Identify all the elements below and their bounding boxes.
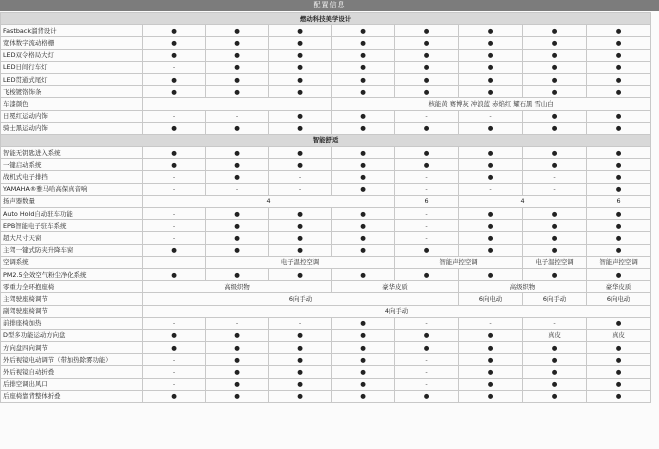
spec-cell-span: 4向手动 [143, 305, 651, 317]
spec-cell: ● [206, 49, 269, 61]
spec-cell: ● [143, 159, 206, 171]
spec-cell: ● [269, 159, 332, 171]
spec-cell: - [459, 110, 523, 122]
feature-label: 宽体数字流动格栅 [1, 37, 143, 49]
spec-cell-span: 电子温控空调 [206, 256, 395, 268]
feature-label: 外后视镜自动折叠 [1, 366, 143, 378]
spec-cell: ● [206, 208, 269, 220]
spec-cell: ● [332, 37, 395, 49]
spec-table [0, 12, 651, 403]
spec-cell: - [395, 171, 459, 183]
spec-cell: - [143, 366, 206, 378]
spec-cell: - [143, 110, 206, 122]
spec-cell: ● [269, 147, 332, 159]
spec-cell: ● [587, 159, 651, 171]
spec-cell: ● [395, 122, 459, 134]
spec-cell: ● [206, 329, 269, 341]
feature-label: 战机式电子排挡 [1, 171, 143, 183]
spec-cell: ● [395, 147, 459, 159]
spec-cell: 真皮 [523, 329, 587, 341]
feature-label: Auto Hold自动驻车功能 [1, 208, 143, 220]
spec-row [1, 37, 651, 49]
feature-label: 空调系统 [1, 256, 143, 268]
spec-cell: ● [395, 342, 459, 354]
spec-cell: ● [459, 378, 523, 390]
spec-cell: ● [269, 122, 332, 134]
spec-cell: ● [523, 378, 587, 390]
spec-cell-span: 4 [459, 195, 587, 207]
spec-cell: ● [459, 220, 523, 232]
spec-cell: ● [395, 86, 459, 98]
spec-cell-span: 智能声控空调 [395, 256, 523, 268]
spec-row [1, 183, 651, 195]
spec-cell: - [143, 232, 206, 244]
spec-cell: ● [459, 49, 523, 61]
spec-cell: ● [459, 171, 523, 183]
section-title: 燃动科技美学设计 [1, 13, 651, 25]
feature-label: 超大尺寸天窗 [1, 232, 143, 244]
spec-cell-span: 高级织物 [143, 281, 332, 293]
feature-label: Fastback溜背设计 [1, 25, 143, 37]
spec-cell: ● [587, 86, 651, 98]
spec-row [1, 281, 651, 293]
spec-cell: ● [206, 73, 269, 85]
spec-cell: ● [523, 159, 587, 171]
spec-cell: - [395, 110, 459, 122]
feature-label: 后座椅靠背整体折叠 [1, 390, 143, 402]
spec-cell: - [395, 378, 459, 390]
spec-cell-span: 6向手动 [523, 293, 587, 305]
spec-cell: ● [459, 329, 523, 341]
spec-cell: ● [269, 354, 332, 366]
spec-cell: - [143, 317, 206, 329]
spec-cell: ● [332, 329, 395, 341]
spec-cell: ● [332, 268, 395, 280]
spec-cell: ● [459, 73, 523, 85]
spec-cell-span: 高级织物 [459, 281, 587, 293]
spec-cell: ● [269, 232, 332, 244]
spec-cell: ● [587, 122, 651, 134]
spec-cell: ● [459, 159, 523, 171]
spec-cell-span: 6向电动 [587, 293, 651, 305]
spec-cell: ● [206, 122, 269, 134]
spec-cell: ● [332, 220, 395, 232]
spec-row [1, 73, 651, 85]
spec-cell: ● [459, 86, 523, 98]
page-title: 配置信息 [0, 0, 659, 11]
spec-cell-span: 豪华皮质 [332, 281, 459, 293]
spec-cell: ● [395, 61, 459, 73]
spec-cell: ● [395, 244, 459, 256]
spec-row [1, 86, 651, 98]
spec-cell: ● [206, 354, 269, 366]
spec-cell: ● [332, 86, 395, 98]
feature-label: 零重力全环抱座椅 [1, 281, 143, 293]
spec-row [1, 61, 651, 73]
spec-cell: ● [459, 366, 523, 378]
spec-cell: ● [143, 329, 206, 341]
spec-cell: ● [459, 37, 523, 49]
spec-row [1, 208, 651, 220]
spec-row [1, 159, 651, 171]
spec-cell: ● [587, 183, 651, 195]
spec-cell: ● [143, 147, 206, 159]
spec-row [1, 147, 651, 159]
spec-cell: ● [332, 342, 395, 354]
feature-label: 日冕红运动内饰 [1, 110, 143, 122]
spec-cell: ● [269, 61, 332, 73]
feature-label: LED贯通式尾灯 [1, 73, 143, 85]
spec-row [1, 390, 651, 402]
spec-cell: ● [587, 342, 651, 354]
spec-cell-span: 6 [587, 195, 651, 207]
feature-label: 骑士黑运动内饰 [1, 122, 143, 134]
spec-row [1, 49, 651, 61]
spec-cell: ● [206, 342, 269, 354]
section-header-row [1, 134, 651, 146]
spec-cell [143, 98, 332, 110]
spec-cell: - [395, 220, 459, 232]
feature-label: 车漆颜色 [1, 98, 143, 110]
feature-label: 主驾一键式防夹升降车窗 [1, 244, 143, 256]
spec-row [1, 342, 651, 354]
spec-row [1, 293, 651, 305]
spec-cell: ● [395, 390, 459, 402]
spec-cell: ● [332, 171, 395, 183]
spec-cell: ● [587, 25, 651, 37]
spec-cell: ● [206, 220, 269, 232]
spec-cell: ● [332, 366, 395, 378]
spec-cell: ● [523, 110, 587, 122]
spec-cell: ● [332, 317, 395, 329]
spec-cell: - [459, 183, 523, 195]
spec-cell: ● [395, 25, 459, 37]
spec-cell: - [395, 208, 459, 220]
feature-label: EPB智能电子驻车系统 [1, 220, 143, 232]
spec-row [1, 220, 651, 232]
spec-cell: ● [523, 25, 587, 37]
spec-row [1, 122, 651, 134]
spec-cell: - [395, 354, 459, 366]
spec-cell: ● [587, 61, 651, 73]
spec-cell: ● [523, 86, 587, 98]
spec-cell: ● [269, 220, 332, 232]
spec-cell: ● [206, 390, 269, 402]
spec-cell: ● [269, 378, 332, 390]
spec-cell: ● [332, 159, 395, 171]
spec-row [1, 378, 651, 390]
spec-cell: - [143, 208, 206, 220]
spec-cell: ● [459, 147, 523, 159]
spec-cell: ● [269, 366, 332, 378]
spec-cell: ● [459, 390, 523, 402]
spec-cell: ● [206, 159, 269, 171]
spec-cell: ● [587, 378, 651, 390]
spec-row [1, 305, 651, 317]
spec-cell: ● [206, 25, 269, 37]
spec-cell: - [523, 171, 587, 183]
spec-row [1, 256, 651, 268]
spec-cell: ● [332, 390, 395, 402]
spec-cell: ● [587, 390, 651, 402]
spec-cell: ● [269, 49, 332, 61]
spec-cell-span: 6 [395, 195, 459, 207]
spec-cell: ● [332, 147, 395, 159]
spec-cell: 真皮 [587, 329, 651, 341]
spec-cell: ● [395, 37, 459, 49]
spec-cell: - [523, 317, 587, 329]
spec-cell-span: 6向手动 [143, 293, 459, 305]
spec-cell: ● [332, 378, 395, 390]
spec-cell: ● [459, 208, 523, 220]
spec-cell: - [395, 317, 459, 329]
spec-cell: ● [587, 232, 651, 244]
spec-row [1, 268, 651, 280]
feature-label: 主驾驶座椅调节 [1, 293, 143, 305]
spec-cell: ● [459, 268, 523, 280]
spec-row [1, 98, 651, 110]
feature-label: 外后视镜电动调节（带加热除雾功能） [1, 354, 143, 366]
spec-row [1, 317, 651, 329]
spec-cell: - [143, 378, 206, 390]
spec-cell: - [143, 354, 206, 366]
spec-cell: ● [523, 37, 587, 49]
spec-cell: ● [587, 110, 651, 122]
spec-cell: ● [269, 342, 332, 354]
feature-label: 智能无钥匙进入系统 [1, 147, 143, 159]
feature-label: PM2.5全效空气粉尘净化系统 [1, 268, 143, 280]
spec-cell: ● [206, 378, 269, 390]
spec-cell: ● [459, 342, 523, 354]
spec-cell: ● [332, 232, 395, 244]
spec-cell: ● [459, 244, 523, 256]
spec-cell: - [143, 171, 206, 183]
spec-cell: ● [395, 49, 459, 61]
spec-cell: ● [587, 208, 651, 220]
spec-cell: ● [523, 122, 587, 134]
spec-cell: ● [459, 61, 523, 73]
spec-cell: ● [269, 37, 332, 49]
spec-cell: ● [523, 49, 587, 61]
spec-cell: ● [332, 49, 395, 61]
feature-label: 一键启动系统 [1, 159, 143, 171]
spec-cell: ● [269, 73, 332, 85]
spec-cell: ● [206, 147, 269, 159]
spec-cell: ● [269, 244, 332, 256]
spec-cell: ● [587, 354, 651, 366]
spec-row [1, 232, 651, 244]
spec-cell: ● [523, 61, 587, 73]
spec-cell-span: 6向电动 [459, 293, 523, 305]
spec-cell: - [206, 317, 269, 329]
spec-cell: ● [523, 73, 587, 85]
spec-cell: ● [587, 37, 651, 49]
spec-cell: ● [143, 49, 206, 61]
spec-cell: ● [523, 342, 587, 354]
spec-cell: ● [332, 73, 395, 85]
spec-cell: - [459, 317, 523, 329]
feature-label: YAMAHA®雅马哈高保真音响 [1, 183, 143, 195]
spec-cell: ● [587, 171, 651, 183]
spec-cell: - [523, 183, 587, 195]
feature-label: 副驾驶座椅调节 [1, 305, 143, 317]
spec-cell: ● [206, 244, 269, 256]
spec-cell: ● [143, 73, 206, 85]
spec-cell: - [395, 183, 459, 195]
spec-cell-span [143, 256, 206, 268]
section-header-row [1, 13, 651, 25]
feature-label: 扬声器数量 [1, 195, 143, 207]
spec-cell: - [395, 366, 459, 378]
spec-cell: ● [269, 208, 332, 220]
spec-row [1, 366, 651, 378]
feature-label: LED日间行车灯 [1, 61, 143, 73]
spec-cell: ● [206, 61, 269, 73]
spec-cell: ● [523, 268, 587, 280]
spec-row [1, 25, 651, 37]
spec-cell: ● [587, 366, 651, 378]
spec-cell: ● [395, 73, 459, 85]
spec-cell-span: 豪华皮质 [587, 281, 651, 293]
spec-cell: ● [459, 122, 523, 134]
spec-row [1, 171, 651, 183]
spec-cell: ● [332, 244, 395, 256]
spec-cell: ● [269, 390, 332, 402]
spec-cell: ● [269, 329, 332, 341]
spec-row [1, 244, 651, 256]
spec-cell: - [206, 183, 269, 195]
spec-cell: - [395, 232, 459, 244]
spec-cell: ● [143, 25, 206, 37]
spec-cell: - [143, 183, 206, 195]
spec-cell: ● [523, 220, 587, 232]
feature-label: 前排座椅加热 [1, 317, 143, 329]
spec-cell: ● [523, 366, 587, 378]
spec-cell: ● [206, 86, 269, 98]
spec-cell: ● [206, 268, 269, 280]
spec-row [1, 110, 651, 122]
spec-cell: ● [269, 86, 332, 98]
spec-cell: - [269, 183, 332, 195]
spec-cell: ● [143, 244, 206, 256]
spec-cell: ● [332, 354, 395, 366]
spec-cell: ● [523, 147, 587, 159]
spec-cell: ● [206, 232, 269, 244]
spec-cell-span: 4 [143, 195, 395, 207]
spec-cell: ● [332, 25, 395, 37]
spec-cell: ● [206, 171, 269, 183]
spec-cell: ● [332, 110, 395, 122]
spec-cell: ● [587, 73, 651, 85]
spec-cell: ● [459, 354, 523, 366]
spec-cell: ● [459, 25, 523, 37]
spec-cell: ● [332, 183, 395, 195]
spec-cell: ● [523, 390, 587, 402]
spec-cell: ● [143, 268, 206, 280]
spec-row [1, 329, 651, 341]
spec-cell: ● [332, 61, 395, 73]
spec-cell: ● [143, 37, 206, 49]
spec-cell: ● [332, 208, 395, 220]
spec-row [1, 354, 651, 366]
spec-cell: ● [523, 244, 587, 256]
spec-row [1, 195, 651, 207]
spec-cell: ● [587, 220, 651, 232]
spec-cell: ● [143, 122, 206, 134]
spec-cell: - [143, 61, 206, 73]
spec-cell: - [143, 220, 206, 232]
feature-label: 飞梭镀铬饰条 [1, 86, 143, 98]
spec-cell: ● [523, 354, 587, 366]
spec-cell-text: 核能黄 赛博灰 冲浪蓝 赤焰红 耀石黑 雪山白 [332, 98, 651, 110]
section-title: 智能舒适 [1, 134, 651, 146]
spec-cell: ● [269, 268, 332, 280]
spec-cell: - [206, 110, 269, 122]
spec-cell: - [269, 317, 332, 329]
spec-cell: ● [269, 110, 332, 122]
spec-cell: ● [269, 25, 332, 37]
spec-cell: ● [587, 317, 651, 329]
spec-cell: ● [143, 86, 206, 98]
spec-cell: ● [587, 147, 651, 159]
spec-cell: ● [206, 366, 269, 378]
spec-cell: ● [523, 208, 587, 220]
spec-cell-span: 电子温控空调 [523, 256, 587, 268]
spec-cell: ● [587, 49, 651, 61]
spec-cell: ● [206, 37, 269, 49]
spec-cell: ● [587, 244, 651, 256]
feature-label: 后排空调出风口 [1, 378, 143, 390]
spec-cell: ● [143, 390, 206, 402]
spec-cell: ● [332, 122, 395, 134]
feature-label: LED双令格局大灯 [1, 49, 143, 61]
spec-cell: ● [523, 232, 587, 244]
spec-cell: ● [395, 329, 459, 341]
feature-label: D型多功能运动方向盘 [1, 329, 143, 341]
spec-cell: ● [395, 268, 459, 280]
feature-label: 方向盘四向调节 [1, 342, 143, 354]
spec-cell: ● [143, 342, 206, 354]
spec-cell: ● [587, 268, 651, 280]
spec-cell-span: 智能声控空调 [587, 256, 651, 268]
spec-cell: - [269, 171, 332, 183]
spec-cell: ● [459, 232, 523, 244]
spec-cell: ● [395, 159, 459, 171]
